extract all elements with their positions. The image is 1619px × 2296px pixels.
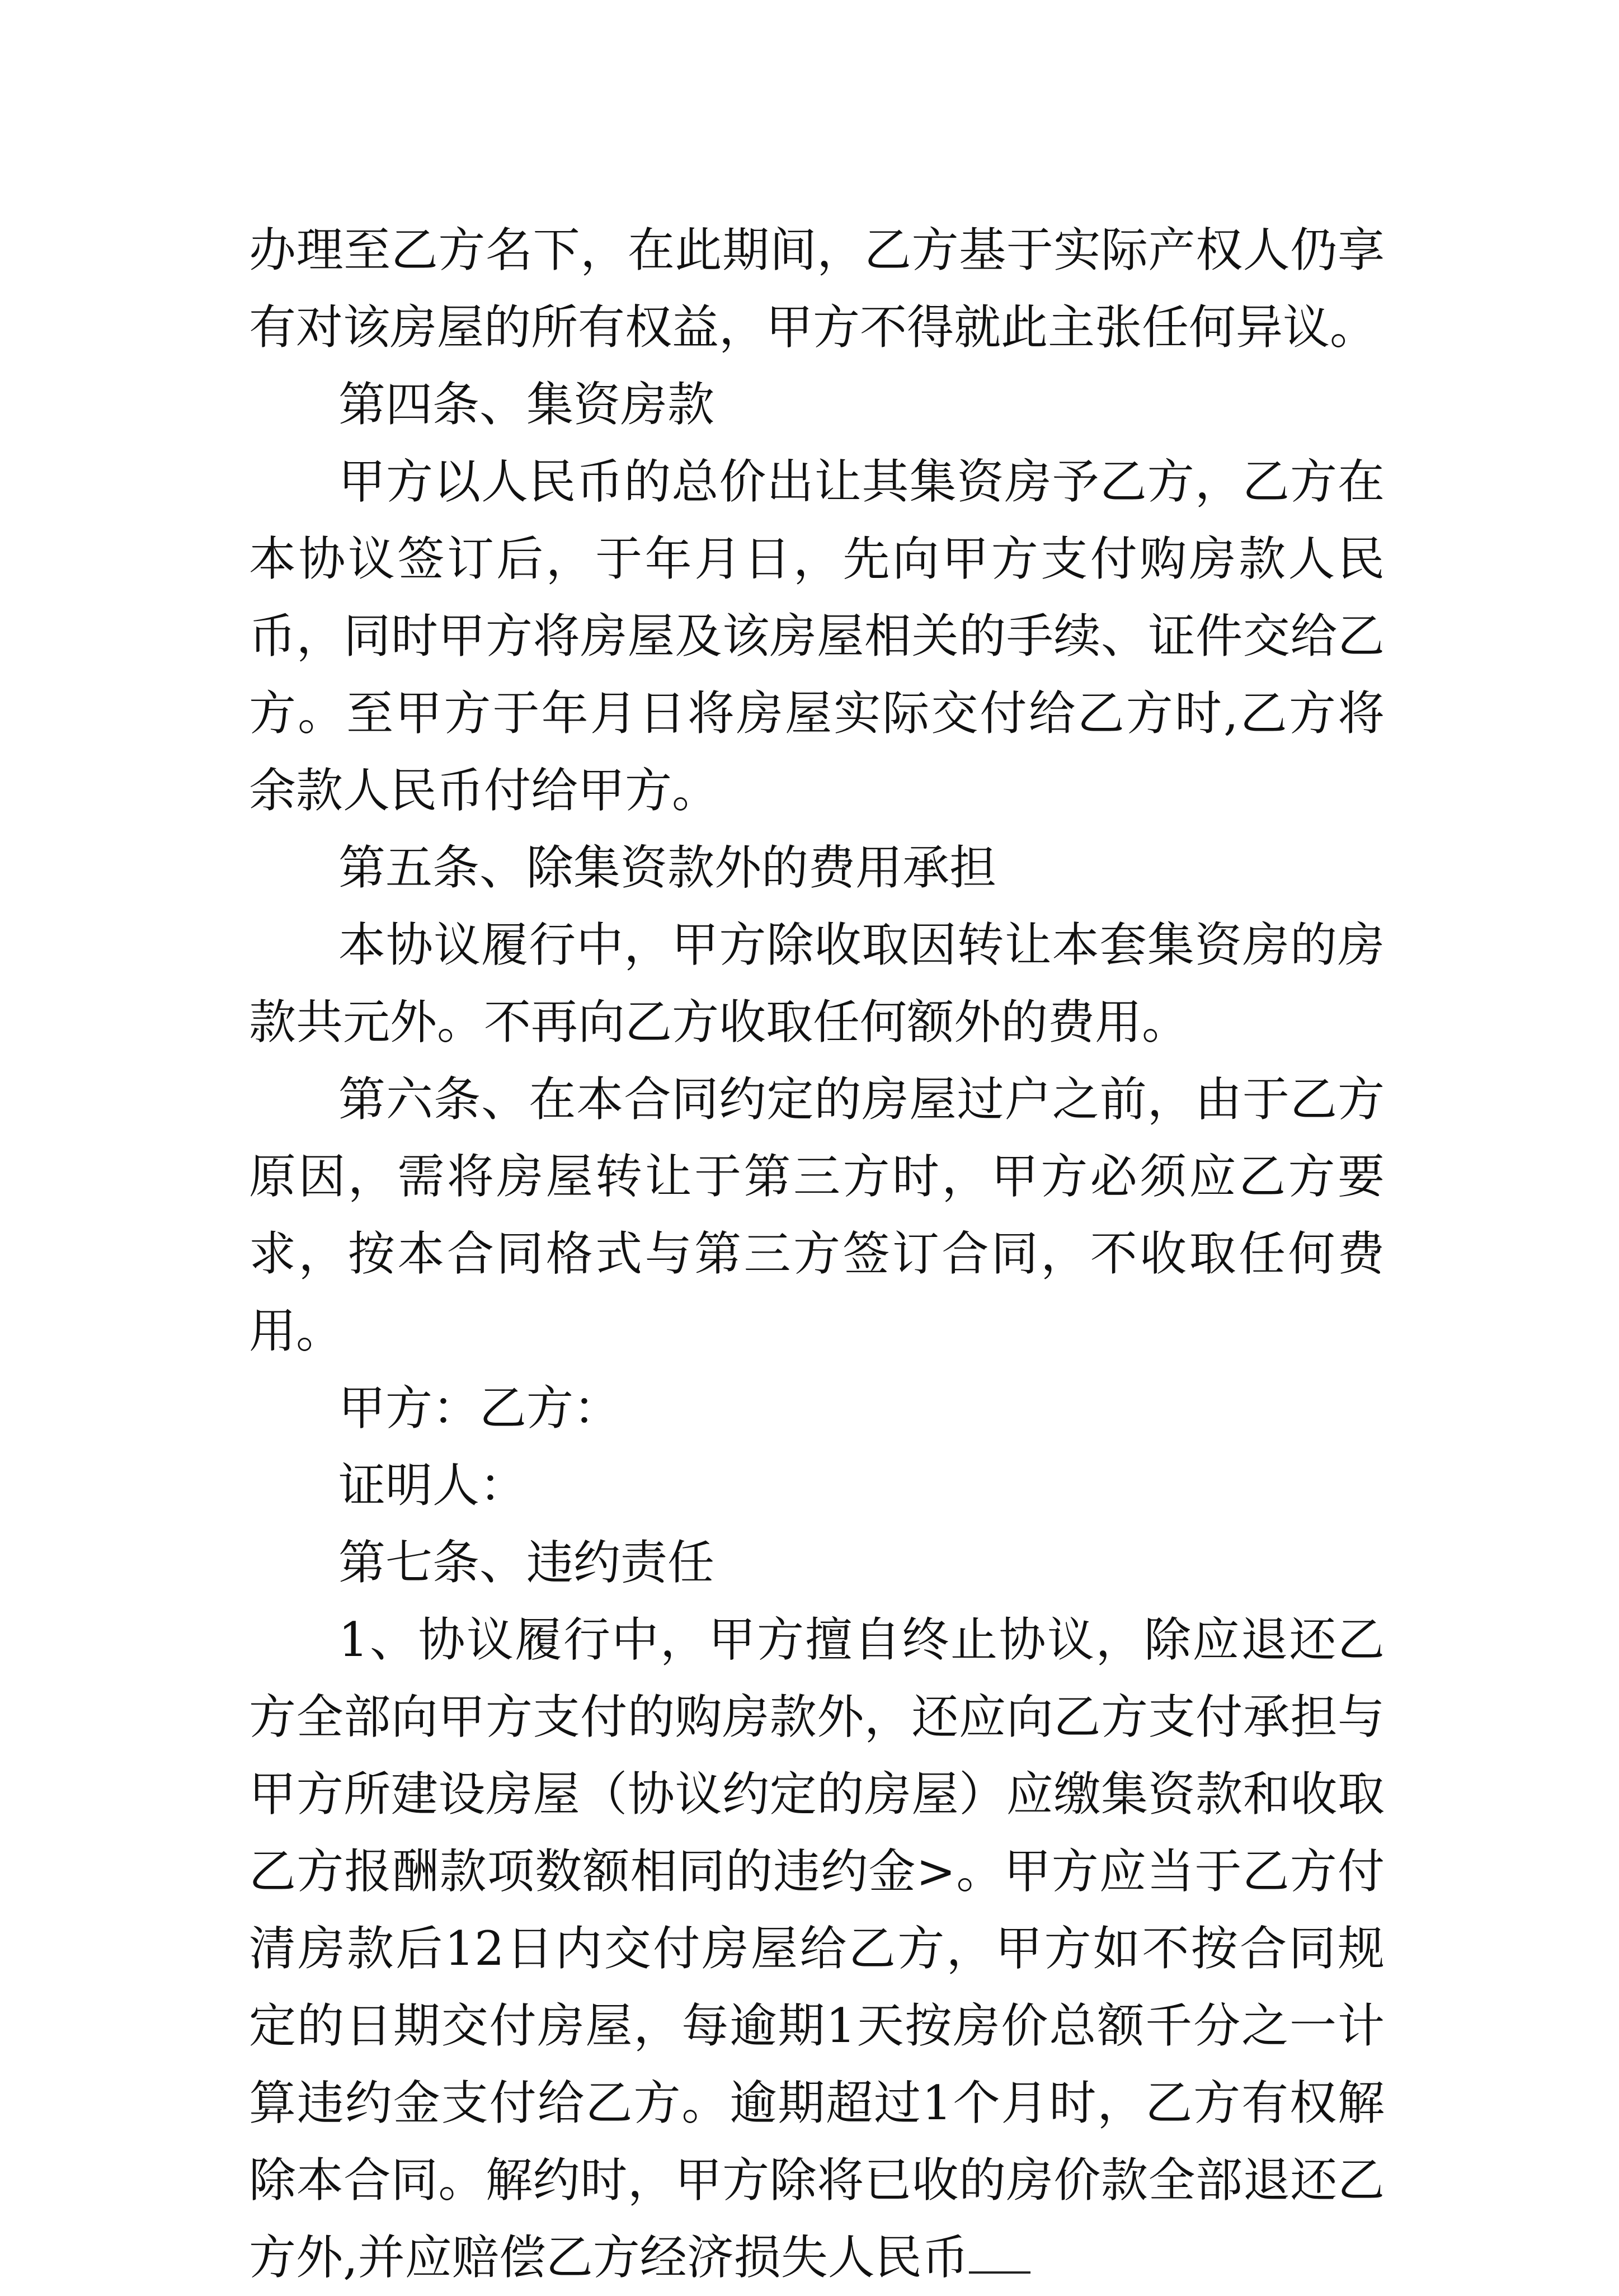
blank-fill-line [969,2232,1030,2274]
signature-witness: 证明人： [338,1458,527,1513]
document-body [249,211,1385,2296]
heading-article-4: 第四条、集资房款 [338,377,715,432]
paragraph-article-4: 甲方以人民币的总价出让其集资房予乙方，乙方在本协议签订后，于年月日，先向甲方支付购房款人民币，同时甲方将房屋及该房屋相关的手续、证件交给乙方。至甲方于年月日将房屋实际交付给乙方时,乙方将余款人民币付给甲方。 [249,454,1385,818]
paragraph-continuation: 办理至乙方名下，在此期间，乙方基于实际产权人仍享有对该房屋的所有权益，甲方不得就此主张任何异议。 [249,223,1385,355]
paragraph-article-5: 本协议履行中，甲方除收取因转让本套集资房的房款共元外。不再向乙方收取任何额外的费用。 [249,918,1385,1050]
heading-article-7: 第七条、违约责任 [338,1535,715,1590]
heading-article-5: 第五条、除集资款外的费用承担 [338,840,997,895]
signature-parties: 甲方：乙方： [338,1381,621,1436]
paragraph-article-7-item-1-text: 1、协议履行中，甲方擅自终止协议，除应退还乙方全部向甲方支付的购房款外，还应向乙方支付承担与甲方所建设房屋（协议约定的房屋）应缴集资款和收取乙方报酬款项数额相同的违约金>。甲方应当于乙方付清房款后12日内交付房屋给乙方，甲方如不按合同规定的日期交付房屋，每逾期1天按房价总额千分之一计算违约金支付给乙方。逾期超过1个月时，乙方有权解除本合同。解约时，甲方除将已收的房价款全部退还乙方外,并应赔偿乙方经济损失人民币 [249,1612,1385,2285]
paragraph-article-6: 第六条、在本合同约定的房屋过户之前，由于乙方原因，需将房屋转让于第三方时，甲方必须应乙方要求，按本合同格式与第三方签订合同，不收取任何费用。 [249,1072,1385,1358]
paragraph-article-7-item-1 [249,1601,1385,2296]
